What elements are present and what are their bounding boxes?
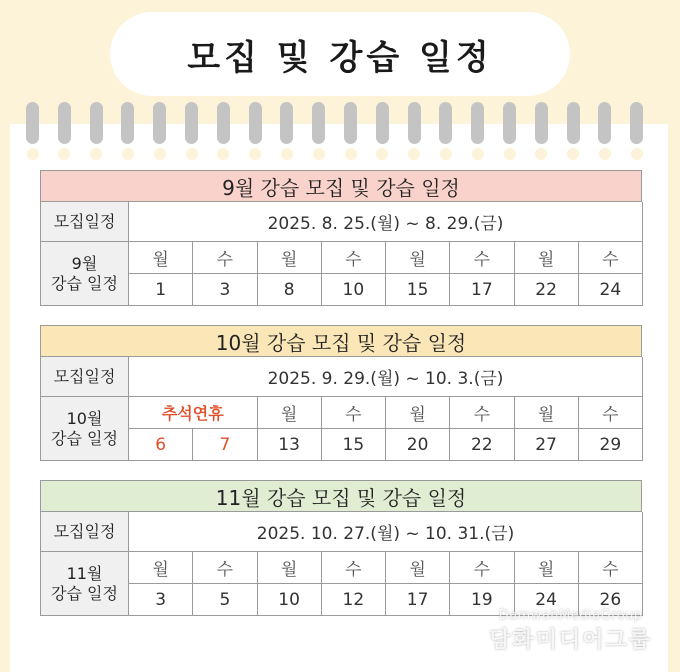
weekday-cell: 수 [450,397,514,429]
weekday-cell: 수 [579,397,643,429]
binding-ring [503,102,516,144]
weekday-cell: 수 [579,552,643,584]
weekday-cell: 수 [450,552,514,584]
section-header: 9월 강습 모집 및 강습 일정 [40,170,642,202]
date-cell: 3 [129,584,193,616]
weekday-cell: 월 [386,552,450,584]
holiday-label: 추석연휴 [129,397,258,429]
weekday-cell: 수 [193,552,257,584]
binding-ring [58,102,71,144]
weekday-cell: 수 [579,242,643,274]
date-cell: 8 [258,274,322,306]
binding-hole [27,148,39,160]
binding-ring [121,102,134,144]
binding-ring [598,102,611,144]
recruit-range: 2025. 8. 25.(월) ~ 8. 29.(금) [129,202,643,242]
binding-hole [345,148,357,160]
weekday-cell: 월 [386,242,450,274]
date-cell: 17 [450,274,514,306]
date-cell: 15 [322,429,386,461]
binding-ring [90,102,103,144]
binding-hole [408,148,420,160]
date-cell: 24 [579,274,643,306]
page-title: 모집 및 강습 일정 [110,12,570,96]
date-cell: 10 [322,274,386,306]
binding-hole [440,148,452,160]
binding-ring [439,102,452,144]
recruit-range: 2025. 9. 29.(월) ~ 10. 3.(금) [129,357,643,397]
binding-ring [249,102,262,144]
binding-ring [280,102,293,144]
date-cell: 29 [579,429,643,461]
schedule-label-month: 9월 [71,253,98,273]
binding-hole [631,148,643,160]
weekday-cell: 월 [129,242,193,274]
weekday-cell: 월 [515,552,579,584]
date-cell: 10 [258,584,322,616]
weekday-cell: 수 [322,552,386,584]
binding-hole [472,148,484,160]
weekday-row [129,552,643,584]
weekday-cell: 월 [258,552,322,584]
binding-hole [90,148,102,160]
binding-hole [567,148,579,160]
binding-ring [217,102,230,144]
date-cell: 12 [322,584,386,616]
weekday-row [129,242,643,274]
schedule-label-text: 강습 일정 [51,428,118,448]
weekday-cell: 월 [258,242,322,274]
date-cell: 17 [386,584,450,616]
binding-hole [249,148,261,160]
watermark-en: DamwahMediaGroup [498,608,643,623]
weekday-cell: 월 [258,397,322,429]
date-cell: 26 [579,584,643,616]
weekday-cell: 월 [515,397,579,429]
binding-ring [185,102,198,144]
binding-hole [186,148,198,160]
schedule-label-month: 11월 [66,563,103,583]
binding-ring [567,102,580,144]
holiday-date-cell: 7 [193,429,257,461]
date-cell: 20 [386,429,450,461]
date-row [129,429,643,461]
watermark [489,608,652,654]
recruit-range: 2025. 10. 27.(월) ~ 10. 31.(금) [129,512,643,552]
recruit-label: 모집일정 [41,202,129,242]
schedule-label-text: 강습 일정 [51,583,118,603]
binding-hole [313,148,325,160]
october-schedule-table [40,325,642,461]
holiday-date-cell: 6 [129,429,193,461]
binding-ring [408,102,421,144]
weekday-cell: 수 [322,242,386,274]
recruit-label: 모집일정 [41,512,129,552]
date-cell: 22 [450,429,514,461]
weekday-cell: 월 [515,242,579,274]
recruit-label: 모집일정 [41,357,129,397]
binding-hole [154,148,166,160]
section-header: 10월 강습 모집 및 강습 일정 [40,325,642,357]
watermark-ko: 담화미디어그룹 [489,628,652,653]
schedule-label-text: 강습 일정 [51,273,118,293]
september-schedule-table [40,170,642,306]
date-row [129,274,643,306]
binding-ring [312,102,325,144]
binding-ring [26,102,39,144]
binding-ring [630,102,643,144]
binding-ring [344,102,357,144]
date-cell: 3 [193,274,257,306]
date-cell: 27 [515,429,579,461]
weekday-cell: 수 [322,397,386,429]
date-cell: 5 [193,584,257,616]
binding-hole [599,148,611,160]
schedule-label-month: 10월 [66,408,103,428]
binding-ring [535,102,548,144]
date-cell: 19 [450,584,514,616]
binding-ring [153,102,166,144]
date-cell: 24 [515,584,579,616]
weekday-cell: 수 [193,242,257,274]
binding-hole [281,148,293,160]
weekday-cell: 수 [450,242,514,274]
binding-hole [122,148,134,160]
binding-ring [471,102,484,144]
date-cell: 1 [129,274,193,306]
weekday-cell: 월 [386,397,450,429]
binding-ring [376,102,389,144]
schedule-label [41,397,129,461]
date-cell: 22 [515,274,579,306]
date-cell: 15 [386,274,450,306]
binding-hole [504,148,516,160]
november-schedule-table [40,480,642,616]
schedule-label [41,242,129,306]
section-header: 11월 강습 모집 및 강습 일정 [40,480,642,512]
date-cell: 13 [258,429,322,461]
weekday-cell: 월 [129,552,193,584]
schedule-label [41,552,129,616]
weekday-row [129,397,643,429]
